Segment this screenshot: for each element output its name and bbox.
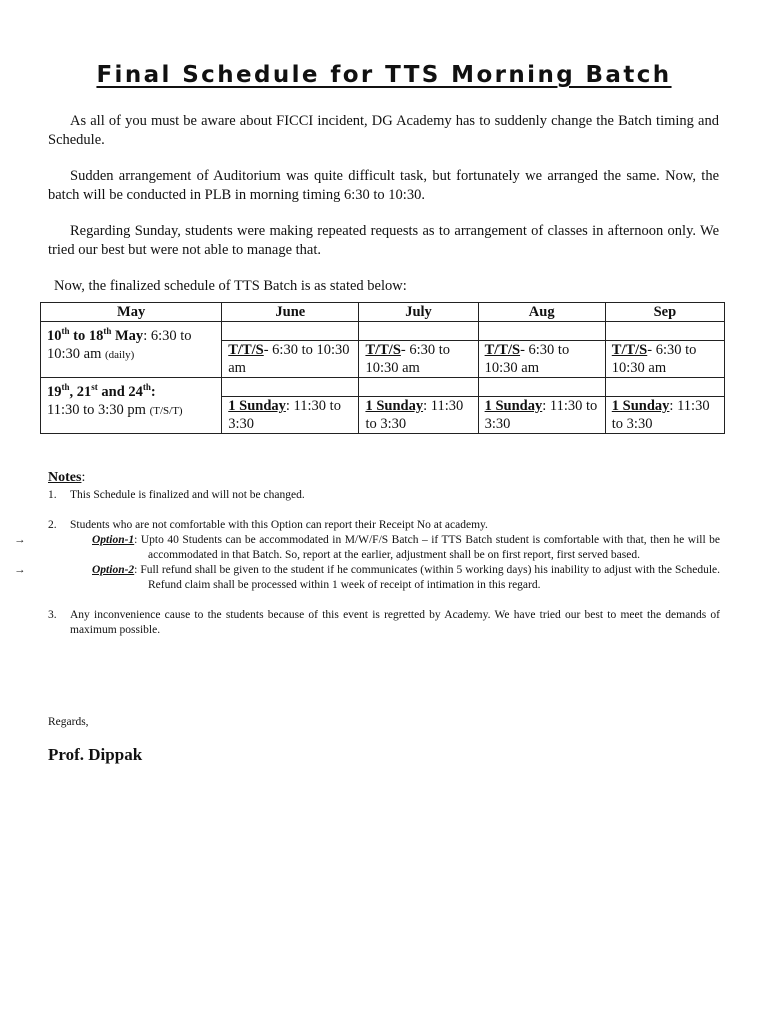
july-weekday-cell: T/T/S- 6:30 to 10:30 am — [359, 341, 478, 378]
regards-text: Regards, — [48, 716, 89, 728]
empty-cell — [359, 322, 478, 341]
may-cell-range1: 10th to 18th May: 6:30 to 10:30 am (daily) — [41, 322, 222, 378]
note-item: 1. This Schedule is finalized and will not be changed. — [48, 489, 305, 501]
empty-cell — [222, 378, 359, 397]
schedule-table — [40, 302, 725, 434]
aug-weekday-cell: T/T/S- 6:30 to 10:30 am — [478, 341, 605, 378]
note-item: 2. Students who are not comfortable with this Option can report their Receipt No at academy. — [48, 519, 488, 531]
table-header-row — [41, 303, 725, 322]
header-may: May — [41, 303, 222, 322]
note-item: 3. Any inconvenience cause to the students because of this event is regretted by Academy. We have tried our best to meet the demands of maximum possible. — [48, 609, 720, 636]
table-row — [41, 378, 725, 397]
option-2: → Option-2: Full refund shall be given to the student if he communicates (within 5 working days) his inability to adjust with the Schedule. Refund claim shall be processed within 1 week of receipt of intimation in this regard. — [14, 564, 720, 591]
empty-cell — [478, 378, 605, 397]
page-title: Final Schedule for TTS Morning Batch — [96, 62, 672, 88]
sep-weekday-cell: T/T/S- 6:30 to 10:30 am — [605, 341, 724, 378]
note-options — [14, 533, 720, 593]
may-daily-note: (daily) — [105, 348, 135, 361]
sep-sunday-cell: 1 Sunday: 11:30 to 3:30 — [605, 397, 724, 434]
header-july: July — [359, 303, 478, 322]
empty-cell — [478, 322, 605, 341]
notes-heading: Notes: — [48, 470, 86, 485]
empty-cell — [605, 378, 724, 397]
notes-section — [14, 470, 720, 638]
header-june: June — [222, 303, 359, 322]
may-cell-range2: 19th, 21st and 24th: 11:30 to 3:30 pm (T/S/T) — [41, 378, 222, 434]
table-row — [41, 322, 725, 341]
header-aug: Aug — [478, 303, 605, 322]
sunday-paragraph: Regarding Sunday, students were making repeated requests as to arrangement of classes in afternoon only. We tried our best but were not able to manage that. — [48, 223, 719, 258]
may-tst-note: (T/S/T) — [149, 404, 183, 417]
empty-cell — [222, 322, 359, 341]
signature-name: Prof. Dippak — [48, 745, 143, 764]
june-sunday-cell: 1 Sunday: 11:30 to 3:30 — [222, 397, 359, 434]
auditorium-paragraph: Sudden arrangement of Auditorium was quite difficult task, but fortunately we arranged the same. Now, the batch will be conducted in PLB in morning timing 6:30 to 10:30. — [48, 168, 719, 203]
intro-paragraph: As all of you must be aware about FICCI incident, DG Academy has to suddenly change the Batch timing and Schedule. — [48, 113, 719, 148]
empty-cell — [605, 322, 724, 341]
aug-sunday-cell: 1 Sunday: 11:30 to 3:30 — [478, 397, 605, 434]
option-1: → Option-1: Upto 40 Students can be accommodated in M/W/F/S Batch – if TTS Batch student is comfortable with that, then he will be accommodated in that Batch. So, report at the earlier, adjustment shall be on first report, first served based. — [14, 534, 720, 561]
header-sep: Sep — [605, 303, 724, 322]
june-weekday-cell: T/T/S- 6:30 to 10:30 am — [222, 341, 359, 378]
empty-cell — [359, 378, 478, 397]
schedule-intro-paragraph: Now, the finalized schedule of TTS Batch is as stated below: — [54, 278, 407, 294]
july-sunday-cell: 1 Sunday: 11:30 to 3:30 — [359, 397, 478, 434]
